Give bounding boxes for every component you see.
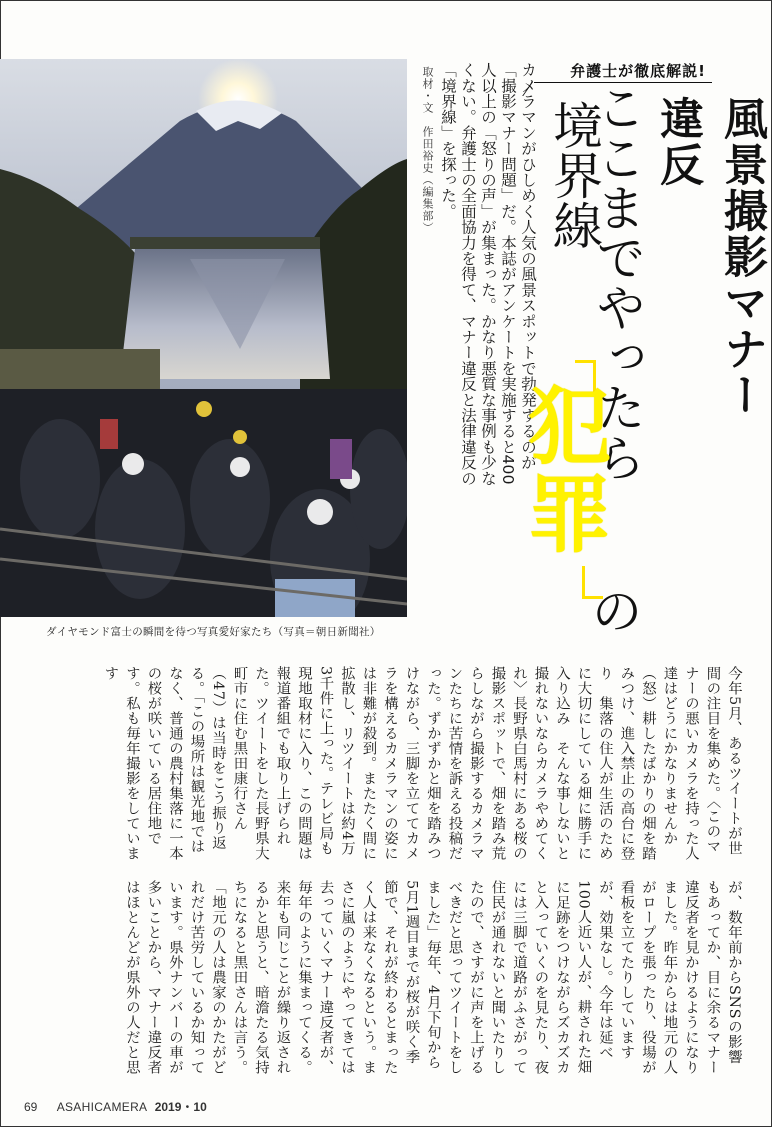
title-crime-word: 犯罪 xyxy=(514,382,612,558)
title-line-3: 境界線 xyxy=(545,100,603,250)
body-paragraph-lower: が、数年前からSNSの影響もあってか、目に余るマナー違反者を見かけるようになりました。昨年からは地元の人がロープを張ったり、役場が看板を立てたりしていますが、効果なし。今年は延べ100人近い人が、耕された畑に足跡をつけながらズカズカと入っていくのを見たり、夜には三脚で道路がふさがって住民が通れないと聞いたりしたので、さすがに声を上げるべきだと思ってツイートをしました」毎年、4月下旬から5月1週目までが桜が咲く季節で、それが終わるとまったく人は来なくなるという。まさに嵐のようにやってきては去っていくマナー違反者が、毎年のように集まってくる。来年も同じことが繰り返されるかと思うと、暗澹たる気持ちになると黒田さんは言う。「地元の人は農家のかたがどれだけ苦労しているか知っています。県外ナンバーの車が多いことから、マナー違反者はほとんどが県外の人だと思 xyxy=(124,880,742,1075)
body-paragraph-upper: 今年5月、あるツイートが世間の注目を集めた。〈このマナーの悪いカメラを持った人達はどうにかなりませんか（怒）耕したばかりの畑を踏みつけ、進入禁止の高台に登り 集落の住人が生活のために大切にしている畑に勝手に入り込み そんな事しないと撮れないならカメラやめてくれ〉長野県白馬村にある桜の撮影スポットで、畑を踏み荒らしながら撮影するカメラマンたちに苦情を訴える投稿だった。ずかずかと畑を踏みつけながら、三脚を立ててカメラを構えるカメラマンの姿には非難が殺到。またたく間に拡散し、リツイートは約4万3千件に上った。テレビ局も現地取材に入り、この問題は報道番組でも取り上げられた。ツイートをした長野県大町市に住む黒田康行さん（47）は当時をこう振り返る。「この場所は観光地ではなく、普通の農村集落に一本の桜が咲いている居住地です。私も毎年撮影をしています xyxy=(102,666,742,861)
author-credit: 取材・文 作田裕史（編集部） xyxy=(421,66,434,234)
lead-paragraph: カメラマンがひしめく人気の風景スポットで勃発するのが「撮影マナー問題」だ。本誌がアンケートを実施すると400人以上の「怒りの声」が集まった。かなり悪質な事例も少なくない。弁護士の全面協力を得て、マナー違反と法律違反の「境界線」を探った。 xyxy=(439,62,537,486)
title-particle: の xyxy=(592,583,642,641)
publication-name: ASAHICAMERA xyxy=(56,1100,148,1114)
mount-fuji-photo xyxy=(0,59,407,617)
title-line-1: 風景撮影マナー違反 xyxy=(652,96,767,418)
page-footer xyxy=(24,1098,207,1115)
body-text-lower xyxy=(26,880,744,1076)
badge-label: 弁護士が徹底解説! xyxy=(570,62,706,80)
page-number: 69 xyxy=(24,1100,38,1114)
issue-number: 2019・10 xyxy=(154,1100,207,1114)
title-line-2: ここまでやったら xyxy=(588,82,646,482)
photo-caption: ダイヤモンド富士の瞬間を待つ写真愛好家たち（写真＝朝日新聞社） xyxy=(46,626,381,638)
photo-illustration xyxy=(0,59,407,617)
body-text-upper xyxy=(26,666,744,862)
